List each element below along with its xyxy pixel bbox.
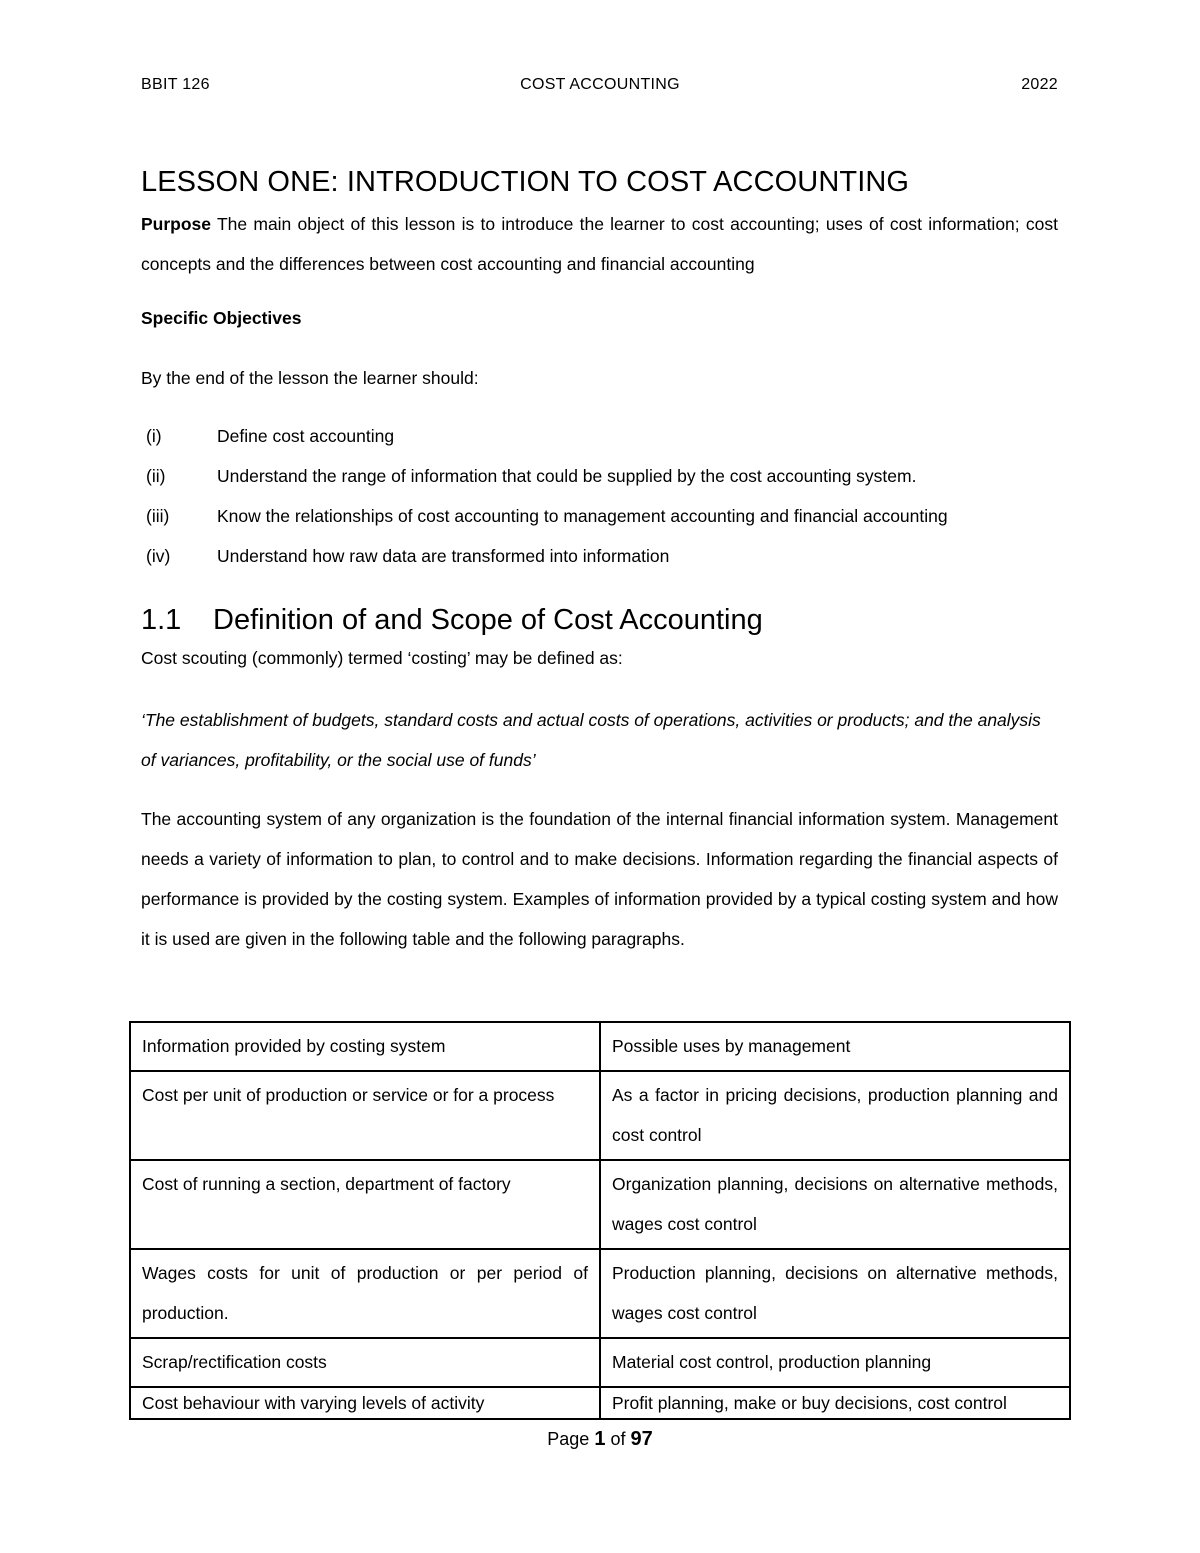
purpose-label: Purpose [141,214,212,234]
section-number: 1.1 [141,604,182,636]
header-course-code: BBIT 126 [141,76,210,93]
footer-total-pages: 97 [630,1428,653,1450]
objective-item [141,504,1058,544]
table-cell: Wages costs for unit of production or per period of production. [130,1249,600,1338]
footer-page-number: 1 [594,1428,606,1450]
header-course-title: COST ACCOUNTING [520,76,680,93]
objective-item [141,424,1058,464]
table-cell: Cost behaviour with varying levels of activity [130,1387,600,1419]
purpose-text: The main object of this lesson is to introduce the learner to cost accounting; uses of cost information; cost concepts and the differences between cost accounting and financial accounting [141,214,1058,274]
footer-of-label: of [610,1429,626,1449]
table-cell: Production planning, decisions on alternative methods, wages cost control [600,1249,1070,1338]
objective-number: (ii) [146,466,166,486]
definition-intro: Cost scouting (commonly) termed ‘costing’ may be defined as: [141,648,623,668]
objectives-list [141,424,1058,584]
section-title: Definition of and Scope of Cost Accounting [213,604,763,636]
objective-number: (iv) [146,546,171,566]
objectives-title: Specific Objectives [141,308,302,328]
table-cell: Material cost control, production planning [600,1338,1070,1387]
table-cell: Profit planning, make or buy decisions, cost control [600,1387,1070,1419]
purpose-paragraph [141,204,1058,284]
costing-info-table [129,1021,1071,1420]
table-row [130,1160,1070,1249]
objective-item [141,464,1058,504]
objective-text: Know the relationships of cost accounting to management accounting and financial accounting [217,506,948,526]
table-cell: Cost per unit of production or service or for a process [130,1071,600,1160]
definition-quote: ‘The establishment of budgets, standard costs and actual costs of operations, activities or products; and the analysis of variances, profitability, or the social use of funds’ [141,710,1041,770]
table-row [130,1387,1070,1419]
table-header-cell: Information provided by costing system [130,1022,600,1071]
objective-number: (i) [146,426,162,446]
objective-item [141,544,1058,584]
section-heading [141,604,763,637]
objective-text: Define cost accounting [217,426,395,446]
table-header-cell: Possible uses by management [600,1022,1070,1071]
objectives-intro: By the end of the lesson the learner should: [141,368,479,388]
header-year: 2022 [1021,76,1058,93]
table-row [130,1338,1070,1387]
table-cell: Organization planning, decisions on alternative methods, wages cost control [600,1160,1070,1249]
page-footer [0,1428,1200,1451]
footer-page-label: Page [547,1429,590,1449]
table-header-row [130,1022,1070,1071]
objective-text: Understand how raw data are transformed into information [217,546,670,566]
table-cell: Scrap/rectification costs [130,1338,600,1387]
body-paragraph: The accounting system of any organization is the foundation of the internal financial information system. Management needs a variety of information to plan, to control and to make decisions. Information regarding the financial aspects of performance is provided by the costing system. Examples of information provided by a typical costing system and how it is used are given in the following table and the following paragraphs. [141,809,1058,949]
table-row [130,1071,1070,1160]
table-cell: Cost of running a section, department of factory [130,1160,600,1249]
table-row [130,1249,1070,1338]
lesson-title: LESSON ONE: INTRODUCTION TO COST ACCOUNTING [141,166,910,198]
table-cell: As a factor in pricing decisions, production planning and cost control [600,1071,1070,1160]
objective-number: (iii) [146,506,170,526]
objective-text: Understand the range of information that could be supplied by the cost accounting system. [217,466,917,486]
